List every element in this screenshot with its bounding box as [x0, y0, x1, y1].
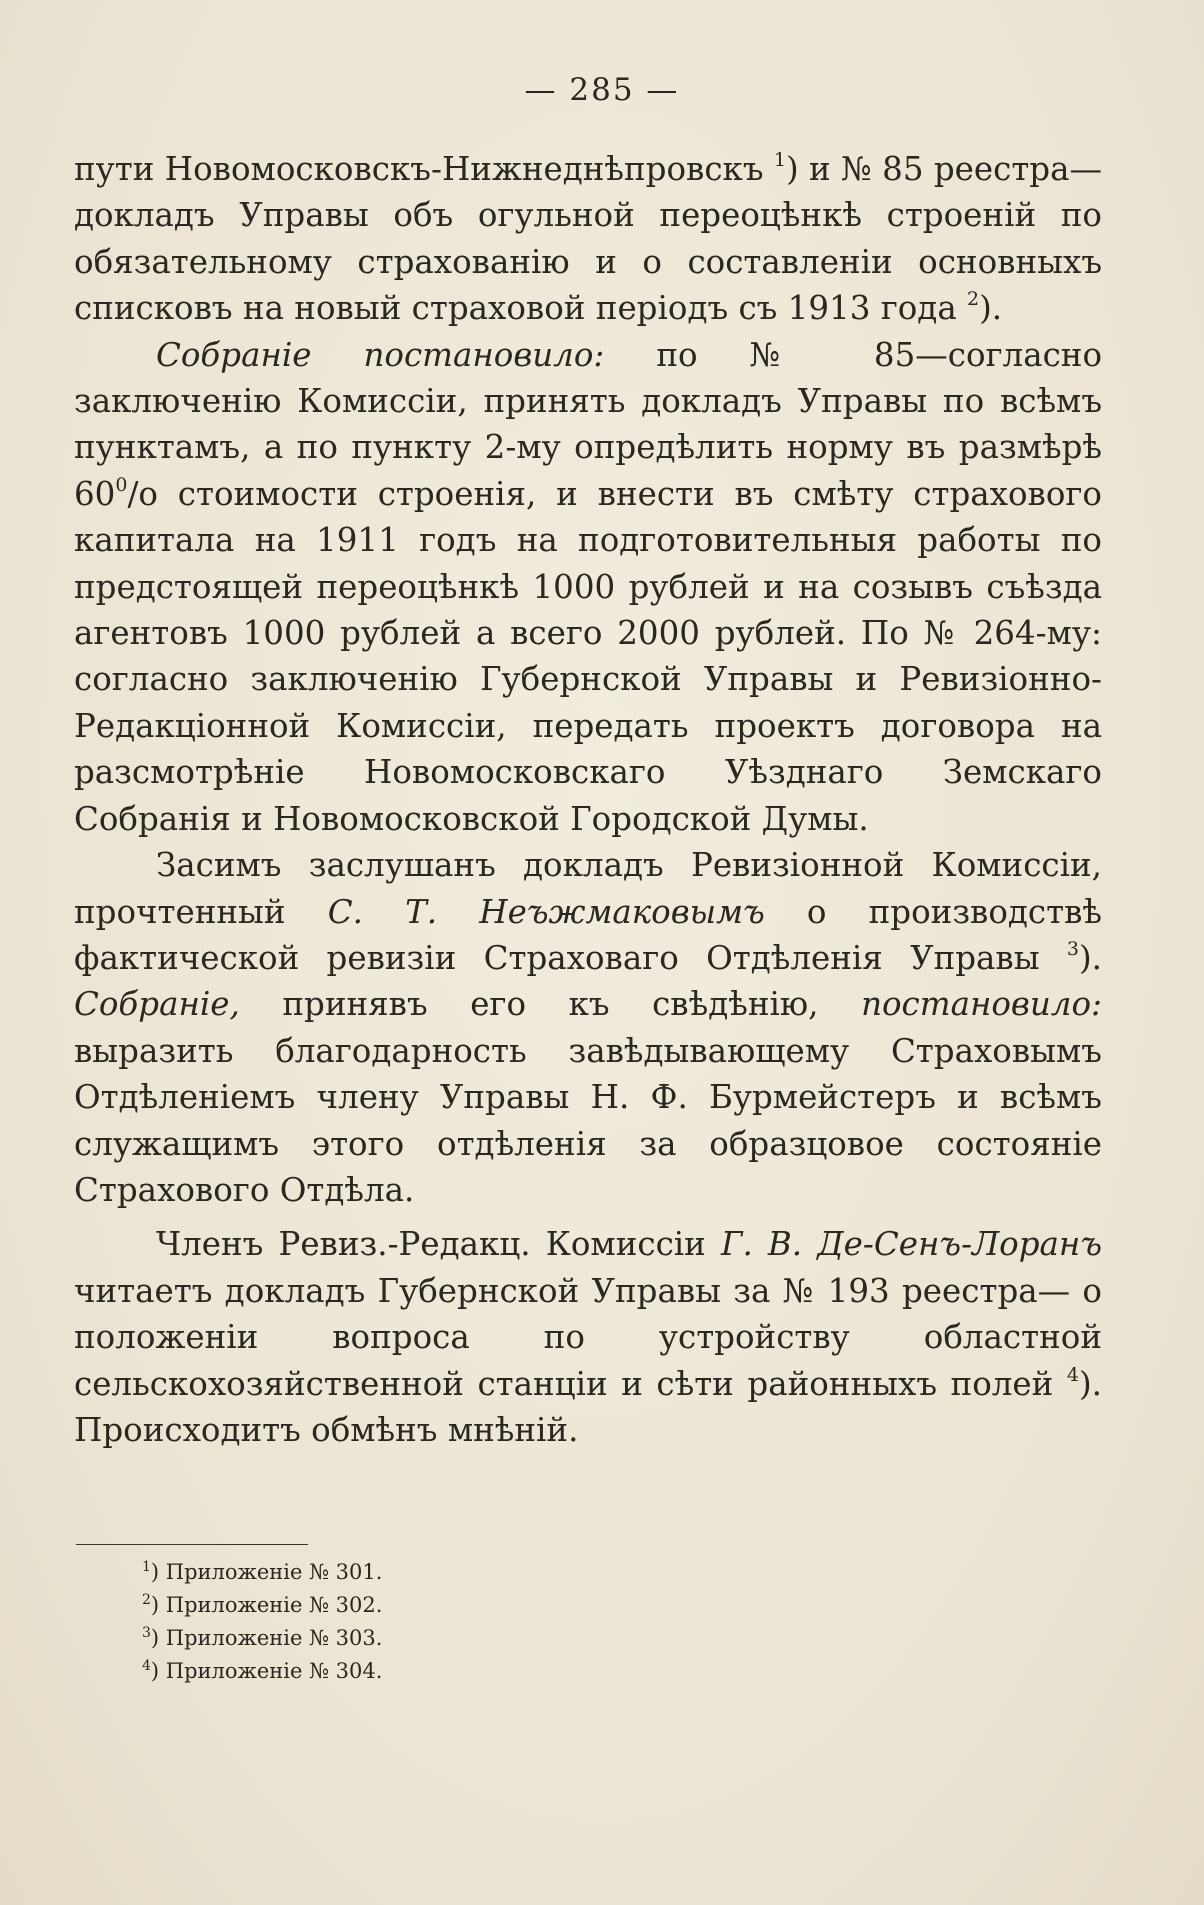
italic-phrase: постановило:: [861, 985, 1102, 1024]
text-run: принявъ его къ свѣдѣнію,: [239, 985, 862, 1024]
text-run: о производствѣ фактической ревизіи Страховаго Отдѣленія Управы: [74, 892, 1102, 977]
text-run: ). Происходитъ обмѣнъ мнѣній.: [74, 1364, 1102, 1449]
footnote-mark: 3: [142, 1625, 151, 1641]
footnote-text: ) Приложеніе № 303.: [150, 1626, 383, 1650]
italic-phrase: С. Т. Неъжмаковымъ: [327, 892, 765, 931]
text-run: ).: [1078, 938, 1102, 977]
main-text: [74, 146, 1102, 1453]
footnote-mark: 4: [142, 1658, 151, 1674]
italic-phrase: Г. В. Де-Сенъ-Лоранъ: [720, 1225, 1102, 1264]
footnote-text: ) Приложеніе № 302.: [150, 1593, 383, 1617]
footnote-ref: 2: [967, 288, 980, 311]
footnote-text: ) Приложеніе № 301.: [150, 1560, 383, 1584]
text-run: по № 85—согласно заключенію Комиссіи, принять докладъ Управы по всѣмъ пунктамъ, а по пункту 2-му опредѣлить норму въ размѣрѣ 60: [74, 335, 1103, 513]
text-run: выразить благодарность завѣдывающему Страховымъ Отдѣленіемъ члену Управы Н. Ф. Бурмейстеръ и всѣмъ служащимъ этого отдѣленія за образцовое состояніе Страхового Отдѣла.: [74, 1031, 1102, 1209]
footnote-mark: 2: [142, 1592, 151, 1608]
footnote-ref: 3: [1066, 938, 1079, 961]
footnote-ref: 4: [1066, 1363, 1079, 1386]
footnote: [142, 1622, 382, 1655]
footnote-mark: 1: [142, 1559, 151, 1575]
italic-phrase: Собраніе постановило:: [156, 335, 605, 374]
footnotes: [142, 1556, 382, 1688]
paragraph: [74, 1221, 1102, 1453]
italic-phrase: Собраніе,: [74, 985, 240, 1024]
footnote-text: ) Приложеніе № 304.: [150, 1659, 383, 1683]
text-run: ) и № 85 реестра—докладъ Управы объ огульной переоцѣнкѣ строеній по обязательному страхованію и о составленіи основныхъ списковъ на новый страховой періодъ съ 1913 года: [74, 150, 1102, 328]
footnote-ref: 1: [773, 149, 786, 172]
paragraph: [74, 146, 1102, 332]
page-number: — 285 —: [524, 72, 680, 108]
text-run: читаетъ докладъ Губернской Управы за № 193 реестра— о положеніи вопроса по устройству областной сельскохозяйственной станціи и сѣти районныхъ полей: [74, 1271, 1102, 1403]
footnote-divider: [76, 1544, 308, 1545]
text-run: Членъ Ревиз.-Редакц. Комиссіи: [156, 1225, 721, 1264]
text-run: /о стоимости строенія, и внести въ смѣту страхового капитала на 1911 годъ на подготовительныя работы по предстоящей переоцѣнкѣ 1000 рублей и на созывъ съѣзда агентовъ 1000 рублей а всего 2000 рублей. По № 264-му: согласно заключенію Губернской Управы и Ревизіонно-Редакціонной Комиссіи, передать проектъ договора на разсмотрѣніе Новомосковскаго Уѣзднаго Земскаго Собранія и Новомосковской Городской Думы.: [74, 474, 1102, 838]
text-run: Засимъ заслушанъ докладъ Ревизіонной Комиссіи, прочтенный: [74, 846, 1102, 931]
footnote-ref: 0: [115, 474, 128, 497]
paragraph: [74, 332, 1102, 842]
text-run: пути Новомосковскъ-Нижнеднѣпровскъ: [74, 150, 774, 188]
text-run: ).: [979, 289, 1003, 328]
footnote: [142, 1655, 382, 1688]
footnote: [142, 1556, 382, 1589]
paragraph: [74, 842, 1102, 1213]
footnote: [142, 1589, 382, 1622]
